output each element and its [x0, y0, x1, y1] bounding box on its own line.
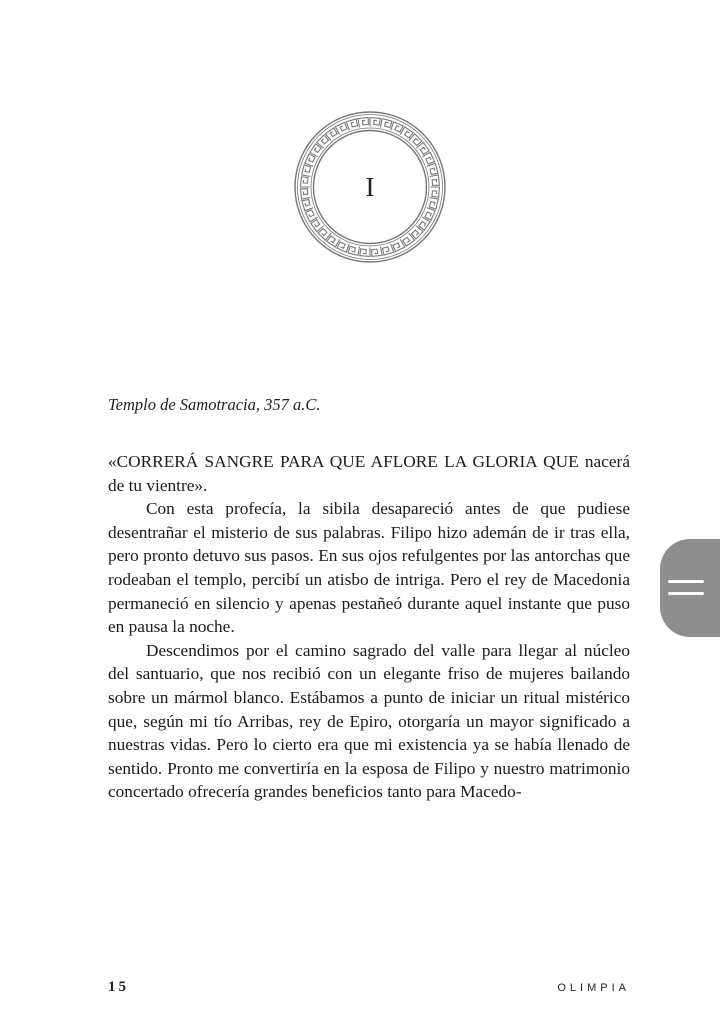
chapter-number: I — [365, 172, 375, 202]
body-text — [108, 450, 630, 804]
paragraph: «CORRERÁ SANGRE PARA QUE AFLORE LA GLORIA QUE nacerá de tu vientre». — [108, 452, 630, 495]
paragraph: Con esta profecía, la sibila desapareció antes de que pudiese desentrañar el misterio de sus palabras. Filipo hizo ademán de ir tras ella, pero pronto detuvo sus pasos. En sus ojos refulgentes por las antorchas que rodeaban el templo, percibí un atisbo de intriga. Pero el rey de Macedonia permaneció en silencio y apenas pestañeó durante aquel instante que puso en pausa la noche. — [108, 499, 630, 637]
page-number: 15 — [108, 979, 129, 995]
hamburger-menu-icon[interactable] — [660, 539, 720, 637]
paragraph: Descendimos por el camino sagrado del valle para llegar al núcleo del santuario, que nos recibió con un elegante friso de mujeres bailando sobre un mármol blanco. Estábamos a punto de iniciar un ritual mistérico que, según mi tío Arribas, rey de Epiro, otorgaría un mayor significado a nuestras vidas. Pero lo cierto era que mi existencia ya se había llenado de sentido. Pronto me convertiría en la esposa de Filipo y nuestro matrimonio concertado ofrecería grandes beneficios tanto para Macedo- — [108, 640, 630, 802]
chapter-place-date: Templo de Samotracia, 357 a.C. — [108, 395, 321, 414]
running-head: OLIMPIA — [557, 982, 630, 994]
menu-bar — [668, 580, 704, 583]
menu-bar — [668, 592, 704, 595]
